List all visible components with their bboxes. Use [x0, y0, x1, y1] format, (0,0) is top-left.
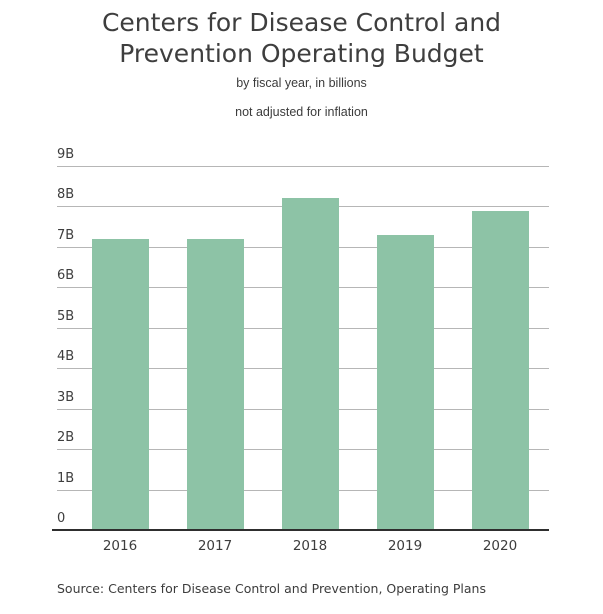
y-axis-tick-label-8B: 8B [57, 187, 75, 203]
bar-2018 [282, 198, 339, 530]
chart-title-line1: Centers for Disease Control and [101, 8, 502, 37]
bar-2016 [92, 239, 149, 530]
x-axis-line [52, 529, 549, 531]
y-axis-tick-label-9B: 9B [57, 147, 75, 162]
chart-title-line2: Prevention Operating Budget [119, 39, 484, 68]
bar-2019 [377, 235, 434, 530]
chart-note: not adjusted for inflation [235, 105, 368, 119]
bar-2017 [187, 239, 244, 530]
y-axis-tick-label-6B: 6B [57, 268, 75, 284]
y-axis-tick-label-0: 0 [57, 511, 66, 526]
chart-title [0, 7, 603, 69]
y-axis-tick-label-1B: 1B [57, 470, 75, 486]
y-axis-tick-label-2B: 2B [57, 430, 75, 446]
y-axis-tick-label-3B: 3B [57, 389, 75, 405]
x-axis-tick-label-2018: 2018 [292, 538, 328, 554]
y-axis-tick-label-5B: 5B [57, 308, 75, 324]
y-axis-tick-label-7B: 7B [57, 227, 75, 243]
gridline-9B [57, 166, 549, 167]
chart-subtitle: by fiscal year, in billions [236, 76, 367, 90]
x-axis-tick-label-2019: 2019 [387, 538, 423, 554]
plot-area [57, 147, 549, 554]
x-axis-tick-label-2017: 2017 [197, 538, 233, 554]
x-axis-tick-label-2016: 2016 [102, 538, 138, 554]
y-axis-tick-label-4B: 4B [57, 349, 75, 365]
bar-2020 [472, 211, 529, 531]
x-axis-tick-label-2020: 2020 [482, 538, 518, 554]
source-attribution: Source: Centers for Disease Control and Prevention, Operating Plans [57, 581, 486, 596]
